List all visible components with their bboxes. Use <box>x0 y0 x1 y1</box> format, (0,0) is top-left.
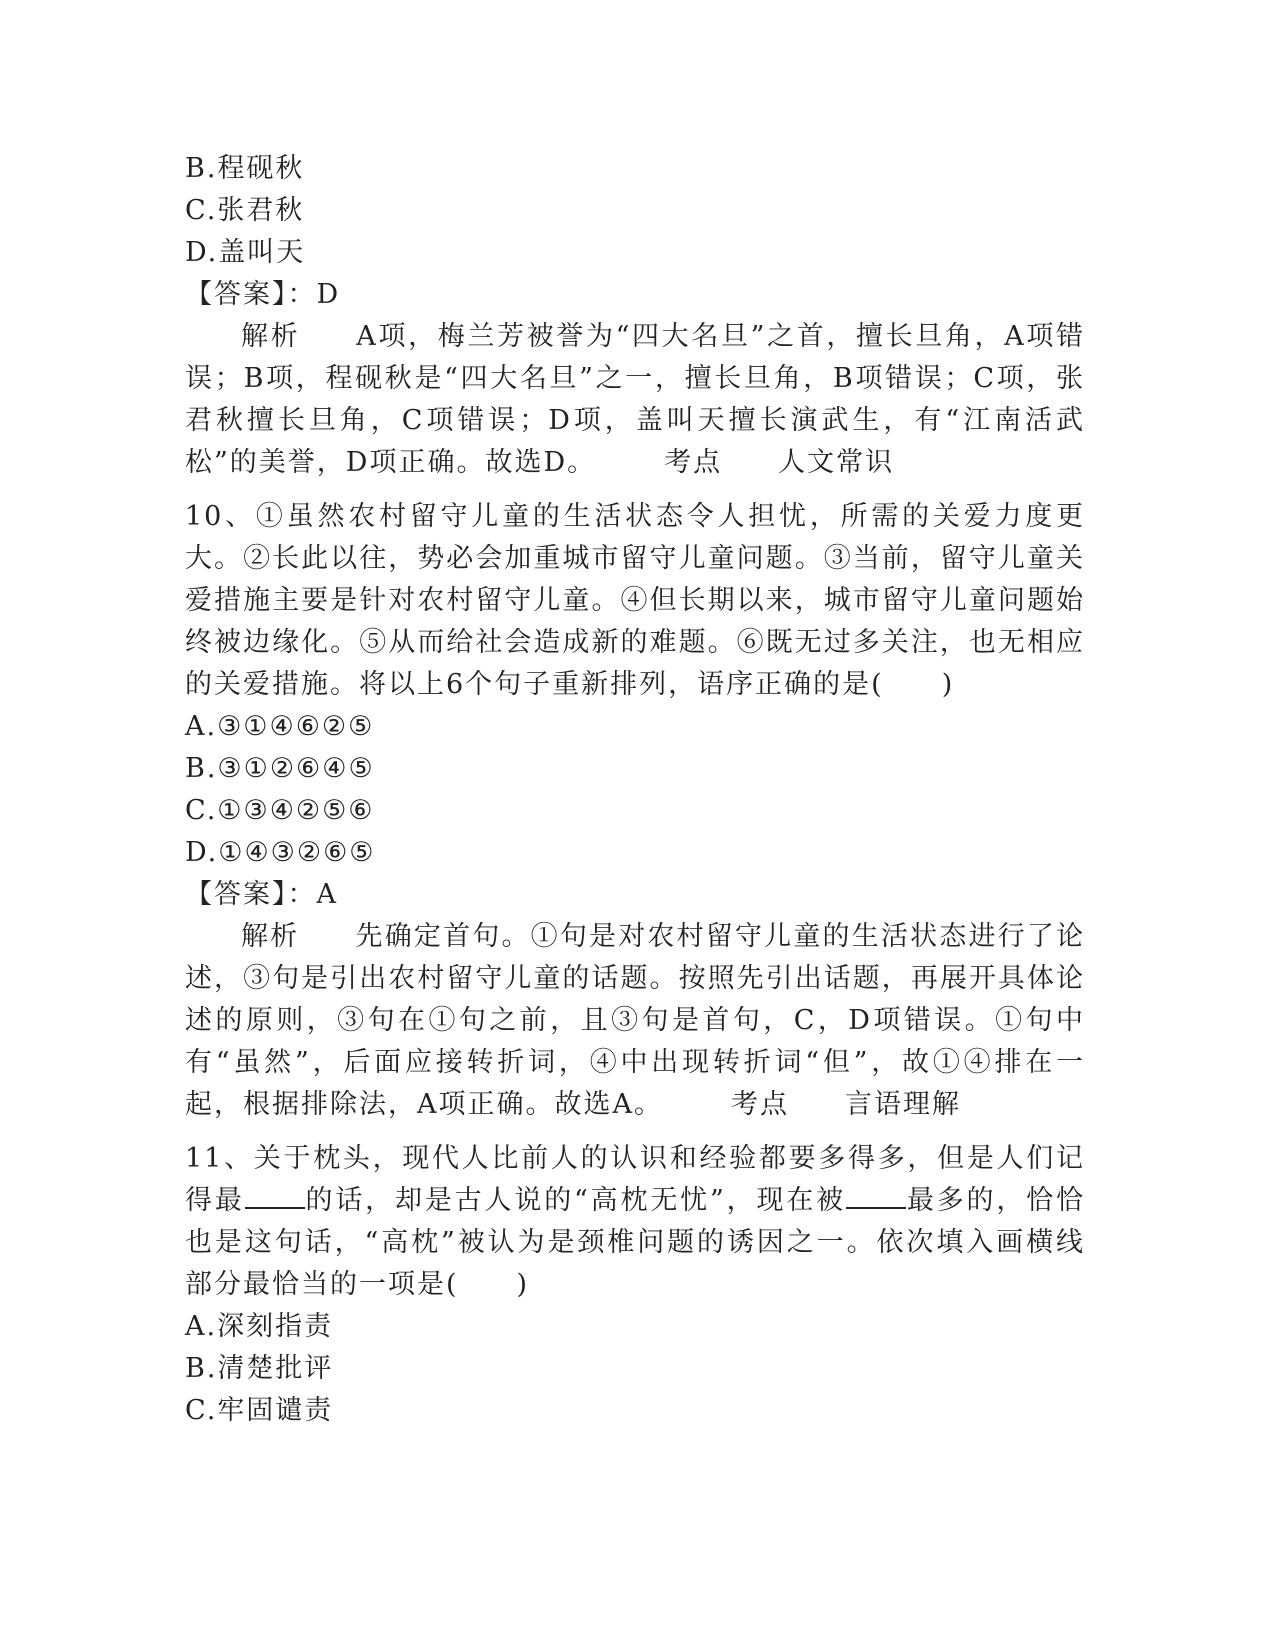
q9-option-d: D.盖叫天 <box>185 237 306 268</box>
document-page <box>185 148 1085 1432</box>
q11-blank-1 <box>245 1183 305 1209</box>
q11-blank-2 <box>846 1183 906 1209</box>
q11-question-part2: 的话，却是古人说的“高枕无忧”，现在被 <box>304 1185 846 1216</box>
q9-topic-label: 考点 <box>664 447 723 478</box>
q10-topic-label: 考点 <box>731 1089 789 1120</box>
q10-option-c: C.①③④②⑤⑥ <box>185 795 375 826</box>
q11-option-c: C.牢固谴责 <box>185 1395 334 1426</box>
q10-analysis-label: 解析 <box>241 921 300 952</box>
q10-analysis-text: 先确定首句。①句是对农村留守儿童的生活状态进行了论述，③句是引出农村留守儿童的话题。按照先引出话题，再展开具体论述的原则，③句在①句之前，且③句是首句，C，D项错误。①句中有“虽然”，后面应接转折词，④中出现转折词“但”，故①④排在一起，根据排除法，A项正确。故选A。 <box>185 921 1086 1120</box>
q10-option-b: B.③①②⑥④⑤ <box>185 753 375 784</box>
q9-analysis <box>185 316 1085 484</box>
q10-topic: 言语理解 <box>845 1089 961 1120</box>
q9-answer: 【答案】：D <box>185 279 341 310</box>
q9-option-b: B.程砚秋 <box>185 153 305 184</box>
q11-question <box>185 1138 1085 1306</box>
q10-analysis <box>185 916 1085 1126</box>
q11-option-b: B.清楚批评 <box>185 1353 334 1384</box>
q9-analysis-label: 解析 <box>241 321 301 352</box>
q10-question: 10、①虽然农村留守儿童的生活状态令人担忧，所需的关爱力度更大。②长此以往，势必会加重城市留守儿童问题。③当前，留守儿童关爱措施主要是针对农村留守儿童。④但长期以来，城市留守儿童问题始终被边缘化。⑤从而给社会造成新的难题。⑥既无过多关注，也无相应的关爱措施。将以上6个句子重新排列，语序正确的是( ) <box>185 501 1085 700</box>
q9-option-c: C.张君秋 <box>185 195 305 226</box>
q11-option-a: A.深刻指责 <box>185 1311 334 1342</box>
q10-answer: 【答案】：A <box>185 879 338 910</box>
q9-topic: 人文常识 <box>778 447 895 478</box>
q11-question-part1: 11、关于枕头，现代人比前人的认识和经验都要多得多，但是人们记得最 <box>185 1143 1085 1216</box>
question-11 <box>185 1138 1085 1432</box>
q10-option-a: A.③①④⑥②⑤ <box>185 711 375 742</box>
question-9 <box>185 148 1085 484</box>
q9-analysis-text: A项，梅兰芳被誉为“四大名旦”之首，擅长旦角，A项错误；B项，程砚秋是“四大名旦”之一，擅长旦角，B项错误；C项，张君秋擅长旦角，C项错误；D项，盖叫天擅长演武生，有“江南活武松”的美誉，D项正确。故选D。 <box>185 321 1086 478</box>
q11-question-part3: 最多的，恰恰也是这句话，“高枕”被认为是颈椎问题的诱因之一。依次填入画横线部分最恰当的一项是( ) <box>185 1185 1086 1300</box>
q10-option-d: D.①④③②⑥⑤ <box>185 837 376 868</box>
question-10 <box>185 496 1085 1126</box>
